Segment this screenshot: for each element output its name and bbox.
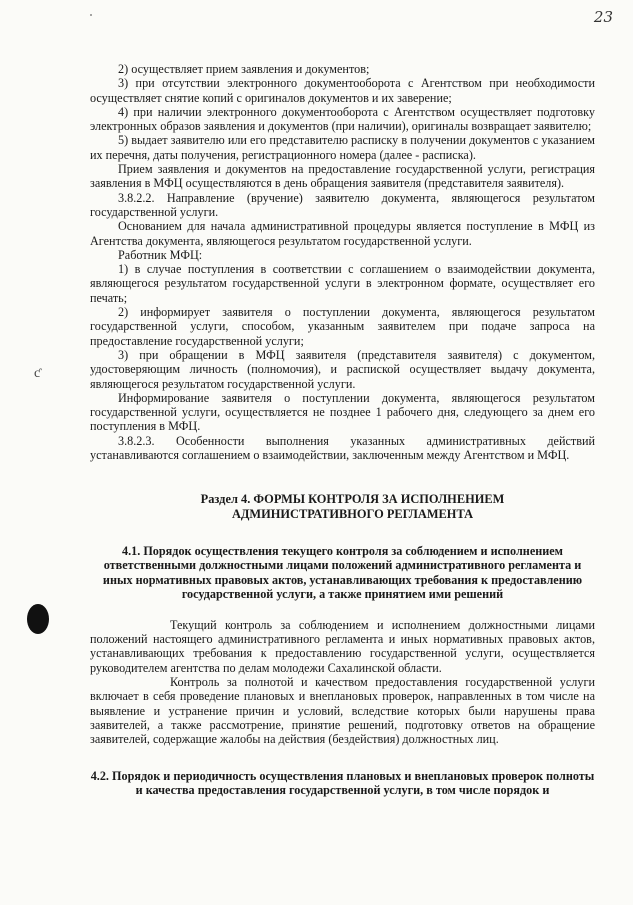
section-title-line: Раздел 4. ФОРМЫ КОНТРОЛЯ ЗА ИСПОЛНЕНИЕМ <box>200 492 505 507</box>
paragraph: Работник МФЦ: <box>118 247 203 262</box>
paragraph: 3) при отсутствии электронного документооборота с Агентством при необходимости осуществляет снятие копий с оригиналов документов и их заверение; <box>90 76 595 105</box>
subsection-title-4-1: 4.1. Порядок осуществления текущего контроля за соблюдением и исполнением ответственными должностными лицами положений административного регламента и иных нормативных правовых актов, устанавливающих требования к предоставлению государственной услуги, а также принятием ими решений <box>102 543 583 602</box>
margin-handwritten-mark: ƈ <box>34 366 41 381</box>
paragraph: Информирование заявителя о поступлении документа, являющегося результатом государственной услуги, осуществляется не позднее 1 рабочего дня, следующего за днем его поступления в МФЦ. <box>90 390 595 434</box>
paragraph: 3) при обращении в МФЦ заявителя (представителя заявителя) с документом, удостоверяющим личность (полномочия), и распиской осуществляет выдачу документа, являющегося результатом государственной услуги. <box>90 347 595 391</box>
section-title <box>90 492 595 521</box>
section-title-line: АДМИНИСТРАТИВНОГО РЕГЛАМЕНТА <box>231 506 474 521</box>
paragraph: Прием заявления и документов на предоставление государственной услуги, регистрация заявления в МФЦ осуществляются в день обращения заявителя (представителя заявителя). <box>90 162 595 191</box>
paragraph: Текущий контроль за соблюдением и исполнением должностными лицами положений настоящего административного регламента и иных нормативных правовых актов, устанавливающих требования к предоставлению государственной услуги, осуществляется руководителем агентства по делам молодежи Сахалинской области. <box>90 617 595 675</box>
paragraph: Основанием для начала административной процедуры является поступление в МФЦ из Агентства документа, являющегося результатом государственной услуги. <box>90 219 595 248</box>
paragraph: 1) в случае поступления в соответствии с соглашением о взаимодействии документа, являющегося результатом государственной услуги в электронном формате, осуществляет его печать; <box>90 262 595 305</box>
scan-dot <box>90 14 92 16</box>
paragraph: 5) выдает заявителю или его представителю расписку в получении документов с указанием их перечня, даты получения, регистрационного номера (далее - расписка). <box>90 133 595 162</box>
paragraph: 3.8.2.3. Особенности выполнения указанных административных действий устанавливаются соглашением о взаимодействии, заключенным между Агентством и МФЦ. <box>90 433 595 463</box>
paragraph: 2) осуществляет прием заявления и документов; <box>118 62 370 76</box>
page-number: 23 <box>593 8 613 26</box>
subsection-title-4-2: 4.2. Порядок и периодичность осуществления плановых и внеплановых проверок полноты и качества предоставления государственной услуги, в том числе порядок и <box>90 768 595 798</box>
punch-hole <box>27 604 49 634</box>
document-body <box>90 62 595 798</box>
paragraph: Контроль за полнотой и качеством предоставления государственной услуги включает в себя проведение плановых и внеплановых проверок, направленных в том числе на выявление и устранение причин и условий, вследствие которых были нарушены права заявителей, а также рассмотрение, принятие решений, подготовку ответов на обращение заявителей, содержащие жалобы на действия (бездействия) должностных лиц. <box>90 675 595 747</box>
paragraph: 2) информирует заявителя о поступлении документа, являющегося результатом государственной услуги, способом, указанным заявителем при подаче запроса на предоставление государственной услуги; <box>90 305 595 348</box>
paragraph: 4) при наличии электронного документооборота с Агентством осуществляет подготовку электронных образов заявления и документов (при наличии), оригиналы возвращает заявителю; <box>90 104 595 134</box>
paragraph: 3.8.2.2. Направление (вручение) заявителю документа, являющегося результатом государственной услуги. <box>90 190 595 219</box>
